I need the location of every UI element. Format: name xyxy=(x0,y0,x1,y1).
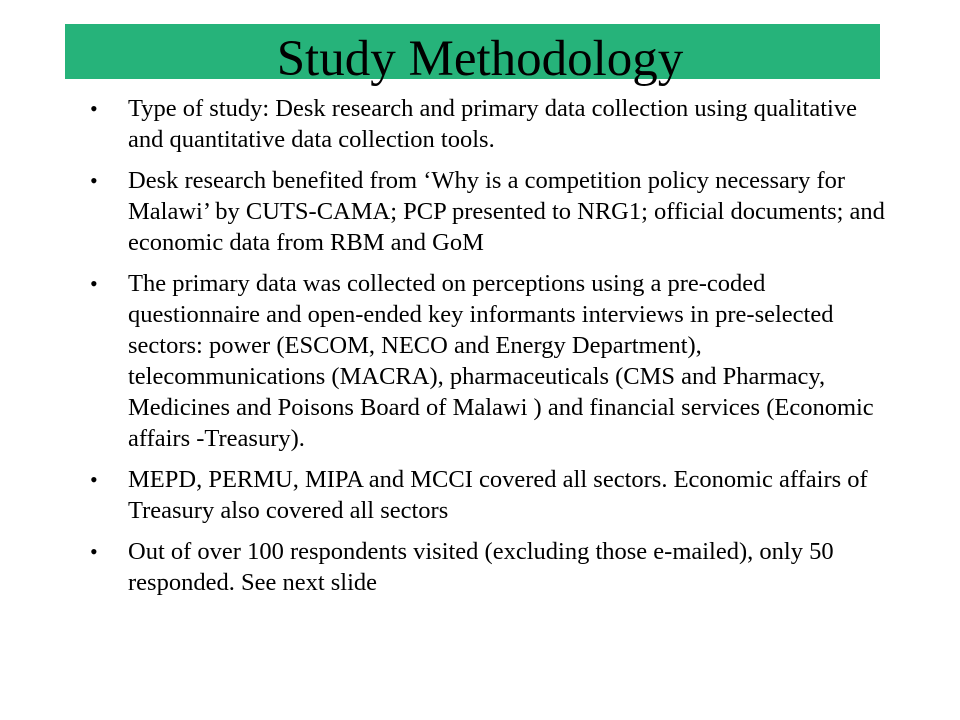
bullet-item xyxy=(90,536,890,598)
bullet-icon: • xyxy=(90,539,98,564)
bullet-icon: • xyxy=(90,271,98,296)
bullet-text: The primary data was collected on perceptions using a pre-coded questionnaire and open-ended key informants interviews in pre-selected sectors: power (ESCOM, NECO and Energy Department), telecommunications (MACRA), pharmaceuticals (CMS and Pharmacy, Medicines and Poisons Board of Malawi ) and financial services (Economic affairs -Treasury). xyxy=(128,270,874,452)
bullet-text: Out of over 100 respondents visited (excluding those e-mailed), only 50 responded. See next slide xyxy=(128,538,834,596)
bullet-icon: • xyxy=(90,168,98,193)
bullet-text: Desk research benefited from ‘Why is a competition policy necessary for Malawi’ by CUTS-CAMA; PCP presented to NRG1; official documents; and economic data from RBM and GoM xyxy=(128,167,885,256)
bullet-item xyxy=(90,268,890,454)
bullet-text: Type of study: Desk research and primary data collection using qualitative and quantitative data collection tools. xyxy=(128,95,857,153)
bullet-text: MEPD, PERMU, MIPA and MCCI covered all sectors. Economic affairs of Treasury also covered all sectors xyxy=(128,466,868,524)
bullet-icon: • xyxy=(90,96,98,121)
slide-title: Study Methodology xyxy=(276,31,684,87)
bullet-item xyxy=(90,165,890,258)
bullet-item xyxy=(90,464,890,526)
bullet-list xyxy=(90,93,890,608)
bullet-item xyxy=(90,93,890,155)
bullet-icon: • xyxy=(90,467,98,492)
